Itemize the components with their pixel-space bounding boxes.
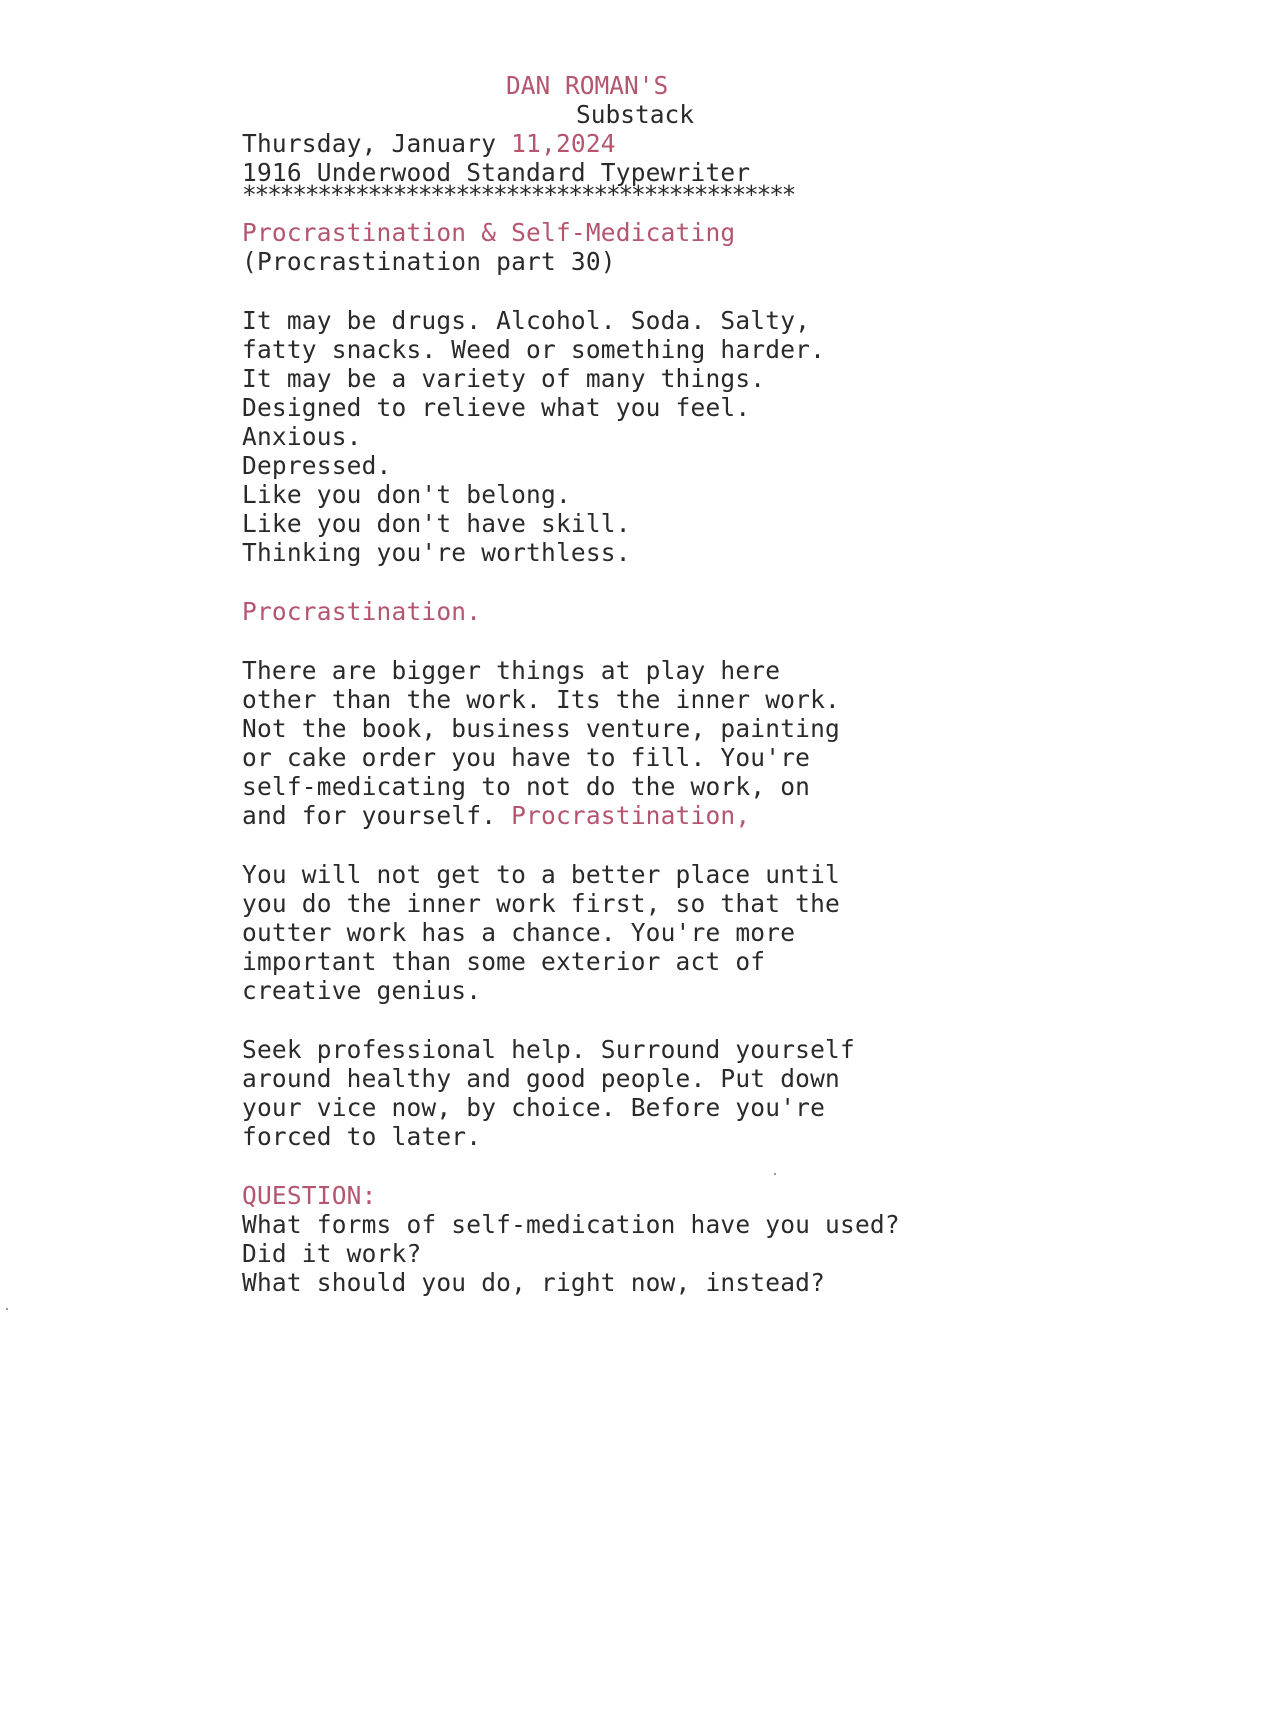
para3-line: You will not get to a better place until [242, 860, 841, 889]
para1-line: It may be drugs. Alcohol. Soda. Salty, [242, 306, 811, 335]
scan-speck [6, 1308, 8, 1310]
para2-line: other than the work. Its the inner work. [242, 685, 841, 714]
para2-last-text: and for yourself. [242, 801, 512, 830]
author-heading: DAN ROMAN'S [506, 71, 669, 100]
date-value: 11,2024 [511, 129, 616, 158]
para2-line: Not the book, business venture, painting [242, 714, 841, 743]
question-label: QUESTION: [242, 1181, 377, 1210]
para2-line: There are bigger things at play here [242, 656, 781, 685]
date-line [242, 129, 616, 158]
para3-line: you do the inner work first, so that the [242, 889, 841, 918]
para1-line: Anxious. [242, 422, 362, 451]
question-line: What should you do, right now, instead? [242, 1268, 826, 1297]
para2-line: self-medicating to not do the work, on [242, 772, 811, 801]
para1-line: Like you don't belong. [242, 480, 571, 509]
para4-line: Seek professional help. Surround yourself [242, 1035, 855, 1064]
article-title: Procrastination & Self-Medicating [242, 218, 736, 247]
para1-line: Designed to relieve what you feel. [242, 393, 751, 422]
article-subtitle: (Procrastination part 30) [242, 247, 616, 276]
publication-heading: Substack [576, 100, 695, 129]
para2-last-line [242, 801, 750, 830]
para4-line: your vice now, by choice. Before you're [242, 1093, 826, 1122]
scan-speck [774, 1173, 776, 1175]
section-heading: Procrastination. [242, 597, 482, 626]
date-prefix: Thursday, January [242, 129, 512, 158]
question-line: What forms of self-medication have you used? [242, 1210, 900, 1239]
para3-line: outter work has a chance. You're more [242, 918, 796, 947]
para1-line: Like you don't have skill. [242, 509, 631, 538]
para3-line: creative genius. [242, 976, 482, 1005]
para4-line: around healthy and good people. Put down [242, 1064, 841, 1093]
para1-line: Depressed. [242, 451, 392, 480]
para3-line: important than some exterior act of [242, 947, 766, 976]
procrastination-red-word: Procrastination, [511, 801, 751, 830]
asterisk-divider: ******************************************** [242, 180, 795, 209]
typewriter-line: 1916 Underwood Standard Typewriter [242, 158, 751, 187]
para1-line: Thinking you're worthless. [242, 538, 631, 567]
question-line: Did it work? [242, 1239, 422, 1268]
para4-line: forced to later. [242, 1122, 482, 1151]
para1-line: It may be a variety of many things. [242, 364, 766, 393]
para1-line: fatty snacks. Weed or something harder. [242, 335, 826, 364]
para2-line: or cake order you have to fill. You're [242, 743, 811, 772]
